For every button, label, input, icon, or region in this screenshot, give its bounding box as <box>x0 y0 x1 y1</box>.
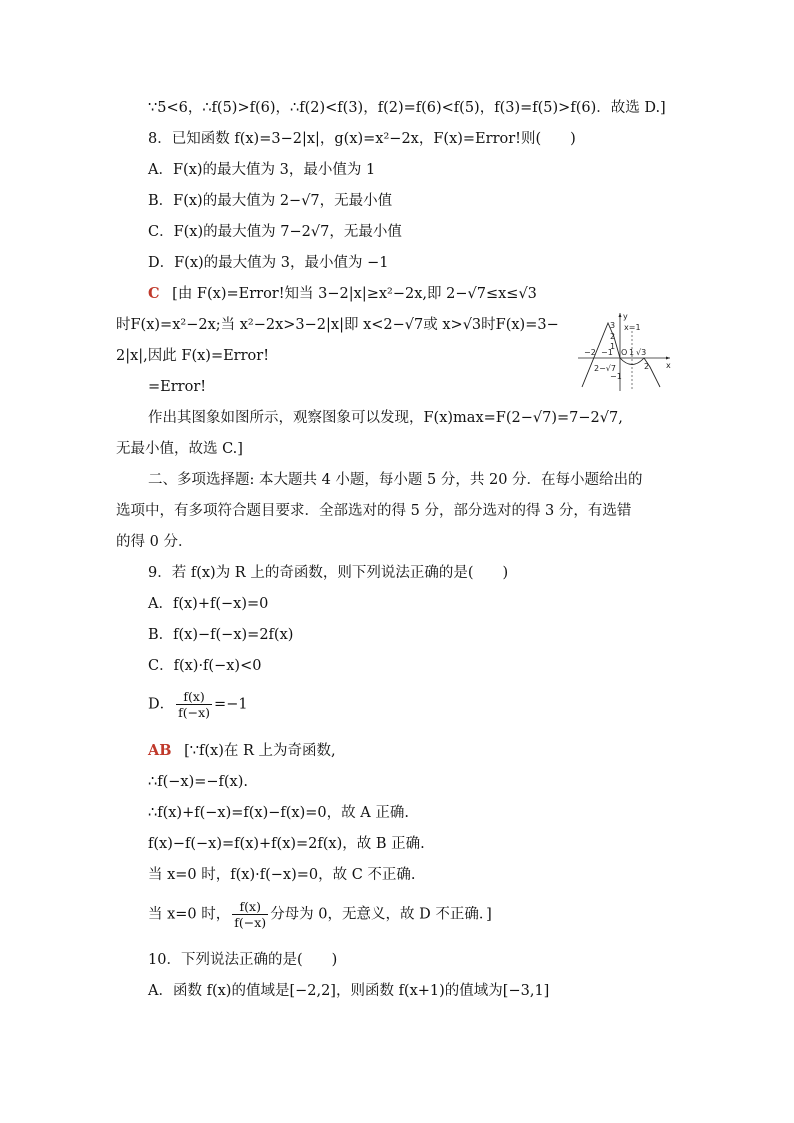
answer-explanation: [由 F(x)=Error!知当 3−2|x|≥x²−2x,即 2−√7≤x≤√3 <box>172 286 537 302</box>
question-9: 9．若 f(x)为 R 上的奇函数，则下列说法正确的是( ) <box>148 565 509 581</box>
text-line: ∴f(x)+f(−x)=f(x)−f(x)=0，故 A 正确. <box>148 805 409 821</box>
text-line <box>148 899 492 930</box>
option-a: A．f(x)+f(−x)=0 <box>148 596 269 612</box>
option-rest: =−1 <box>214 696 248 713</box>
numerator: f(x) <box>176 689 212 705</box>
text-line: 2|x|,因此 F(x)=Error! <box>116 348 270 364</box>
option-a: A．F(x)的最大值为 3，最小值为 1 <box>148 162 376 178</box>
tick-sqrt3: √3 <box>636 348 647 357</box>
answer-letter: C <box>148 285 160 302</box>
function-graph <box>574 311 674 393</box>
tick-1-x: 1 <box>629 348 635 357</box>
answer-explanation: [∵f(x)在 R 上为奇函数, <box>184 743 336 759</box>
tick-2: 2 <box>610 332 616 341</box>
text-line: 当 x=0 时，f(x)·f(−x)=0，故 C 不正确. <box>148 867 416 883</box>
denominator: f(−x) <box>234 915 267 930</box>
x-axis-arrow <box>666 357 670 360</box>
tick-minus-2: −2 <box>584 348 596 357</box>
tick-1: 1 <box>610 342 616 351</box>
answer-letter: AB <box>148 742 172 759</box>
fraction <box>232 899 268 930</box>
option-d: D．F(x)的最大值为 3，最小值为 −1 <box>148 255 389 271</box>
question-8: 8．已知函数 f(x)=3−2|x|，g(x)=x²−2x，F(x)=Error!则( ) <box>148 131 576 147</box>
text-line: 作出其图象如图所示，观察图象可以发现，F(x)max=F(2−√7)=7−2√7, <box>148 410 623 426</box>
option-c: C．F(x)的最大值为 7−2√7，无最小值 <box>148 224 402 240</box>
text-line: ∵5<6，∴f(5)>f(6)，∴f(2)<f(3)，f(2)=f(6)<f(5)，f(3)=f(5)>f(6)．故选 D.] <box>148 100 666 116</box>
option-label: D． <box>148 696 175 713</box>
text-line: =Error! <box>148 379 207 395</box>
answer-line <box>148 283 537 305</box>
denominator: f(−x) <box>178 705 211 720</box>
text-part: 当 x=0 时， <box>148 906 231 923</box>
option-b: B．F(x)的最大值为 2−√7，无最小值 <box>148 193 393 209</box>
text-line: 选项中，有多项符合题目要求．全部选对的得 5 分，部分选对的得 3 分，有选错 <box>116 503 632 519</box>
numerator: f(x) <box>232 899 268 915</box>
text-line: 时F(x)=x²−2x;当 x²−2x>3−2|x|即 x<2−√7或 x>√3时F(x)=3− <box>116 317 559 333</box>
tick-minus-1-y: −1 <box>610 372 622 381</box>
y-label: y <box>623 312 628 321</box>
origin-label: O <box>621 348 628 357</box>
text-line: f(x)−f(−x)=f(x)+f(x)=2f(x)，故 B 正确. <box>148 836 425 852</box>
option-a: A．函数 f(x)的值域是[−2,2]，则函数 f(x+1)的值域为[−3,1] <box>148 983 550 999</box>
tick-minus-1: −1 <box>601 348 613 357</box>
text-line: 的得 0 分． <box>116 534 193 550</box>
tick-2-x: 2 <box>644 362 650 371</box>
x-equals-1-label: x=1 <box>624 323 641 332</box>
tick-2-minus-sqrt7: 2−√7 <box>594 364 616 373</box>
option-b: B．f(x)−f(−x)=2f(x) <box>148 627 294 643</box>
option-c: C．f(x)·f(−x)<0 <box>148 658 262 674</box>
text-line: 无最小值，故选 C.] <box>116 441 243 457</box>
text-line: ∴f(−x)=−f(x). <box>148 774 248 790</box>
x-label: x <box>666 361 671 370</box>
tick-3: 3 <box>610 321 616 330</box>
section-heading: 二、多项选择题: 本大题共 4 小题，每小题 5 分，共 20 分．在每小题给出的 <box>148 472 643 488</box>
option-d <box>148 689 248 720</box>
text-part: 分母为 0，无意义，故 D 不正确．] <box>270 906 492 923</box>
fraction <box>176 689 212 720</box>
answer-line <box>148 740 336 762</box>
y-axis-arrow <box>619 313 622 317</box>
question-10: 10．下列说法正确的是( ) <box>148 952 338 968</box>
